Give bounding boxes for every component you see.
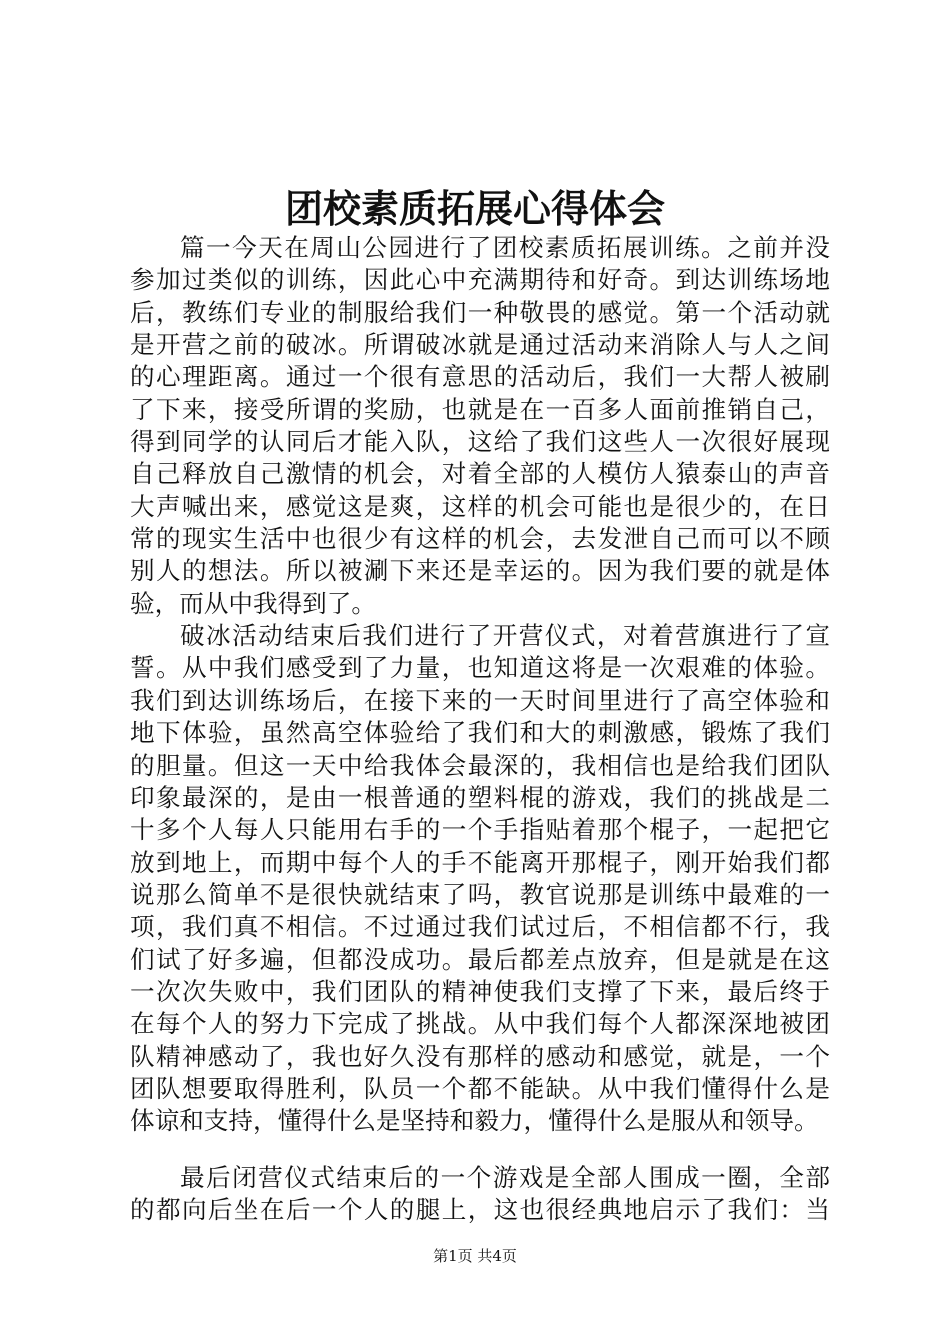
paragraph-2 [130,620,830,1138]
text-line: 大声喊出来，感觉这是爽，这样的机会可能也是很少的，在日 [130,491,830,521]
text-line: 的都向后坐在后一个人的腿上，这也很经典地启示了我们：当 [130,1194,830,1224]
text-line: 项，我们真不相信。不过通过我们试过后，不相信都不行，我 [130,912,830,942]
text-line: 我们到达训练场后，在接下来的一天时间里进行了高空体验和 [130,685,830,715]
text-line: 破冰活动结束后我们进行了开营仪式，对着营旗进行了宣 [180,621,830,651]
text-line: 的胆量。但这一天中给我体会最深的，我相信也是给我们团队 [130,750,830,780]
text-line: 自己释放自己激情的机会，对着全部的人模仿人猿泰山的声音 [130,459,830,489]
paragraph-spacer [130,1138,830,1162]
text-line: 印象最深的，是由一根普通的塑料棍的游戏，我们的挑战是二 [130,782,830,812]
text-line: 验，而从中我得到了。 [130,588,376,618]
text-line: 说那么简单不是很快就结束了吗，教官说那是训练中最难的一 [130,879,830,909]
document-body [130,232,830,1226]
text-line: 放到地上，而期中每个人的手不能离开那棍子，刚开始我们都 [130,847,830,877]
text-line: 是开营之前的破冰。所谓破冰就是通过活动来消除人与人之间 [130,330,830,360]
document-title: 团校素质拓展心得体会 [284,186,665,231]
text-line: 誓。从中我们感受到了力量，也知道这将是一次艰难的体验。 [130,653,830,683]
paragraph-1 [130,232,830,620]
text-line: 最后闭营仪式结束后的一个游戏是全部人围成一圈，全部 [180,1162,830,1192]
text-line: 十多个人每人只能用右手的一个手指贴着那个棍子，一起把它 [130,815,830,845]
text-line: 体谅和支持，懂得什么是坚持和毅力，懂得什么是服从和领导。 [130,1106,819,1136]
text-line: 篇一今天在周山公园进行了团校素质拓展训练。之前并没 [180,233,830,262]
paragraph-3 [130,1162,830,1227]
text-line: 团队想要取得胜利，队员一个都不能缺。从中我们懂得什么是 [130,1073,830,1103]
text-line: 参加过类似的训练，因此心中充满期待和好奇。到达训练场地 [130,265,830,295]
text-line: 在每个人的努力下完成了挑战。从中我们每个人都深深地被团 [130,1009,830,1039]
text-line: 地下体验，虽然高空体验给了我们和大的刺激感，锻炼了我们 [130,718,830,748]
text-line: 的心理距离。通过一个很有意思的活动后，我们一大帮人被刷 [130,362,830,392]
text-line: 别人的想法。所以被涮下来还是幸运的。因为我们要的就是体 [130,556,830,586]
text-line: 了下来，接受所谓的奖励，也就是在一百多人面前推销自己， [130,394,830,424]
text-line: 后，教练们专业的制服给我们一种敬畏的感觉。第一个活动就 [130,297,830,327]
text-line: 队精神感动了，我也好久没有那样的感动和感觉，就是，一个 [130,1041,830,1071]
text-line: 得到同学的认同后才能入队，这给了我们这些人一次很好展现 [130,427,830,457]
text-line: 常的现实生活中也很少有这样的机会，去发泄自己而可以不顾 [130,524,830,554]
page-number-footer: 第1页 共4页 [433,1247,517,1265]
text-line: 们试了好多遍，但都没成功。最后都差点放弃，但是就是在这 [130,944,830,974]
text-line: 一次次失败中，我们团队的精神使我们支撑了下来，最后终于 [130,976,830,1006]
